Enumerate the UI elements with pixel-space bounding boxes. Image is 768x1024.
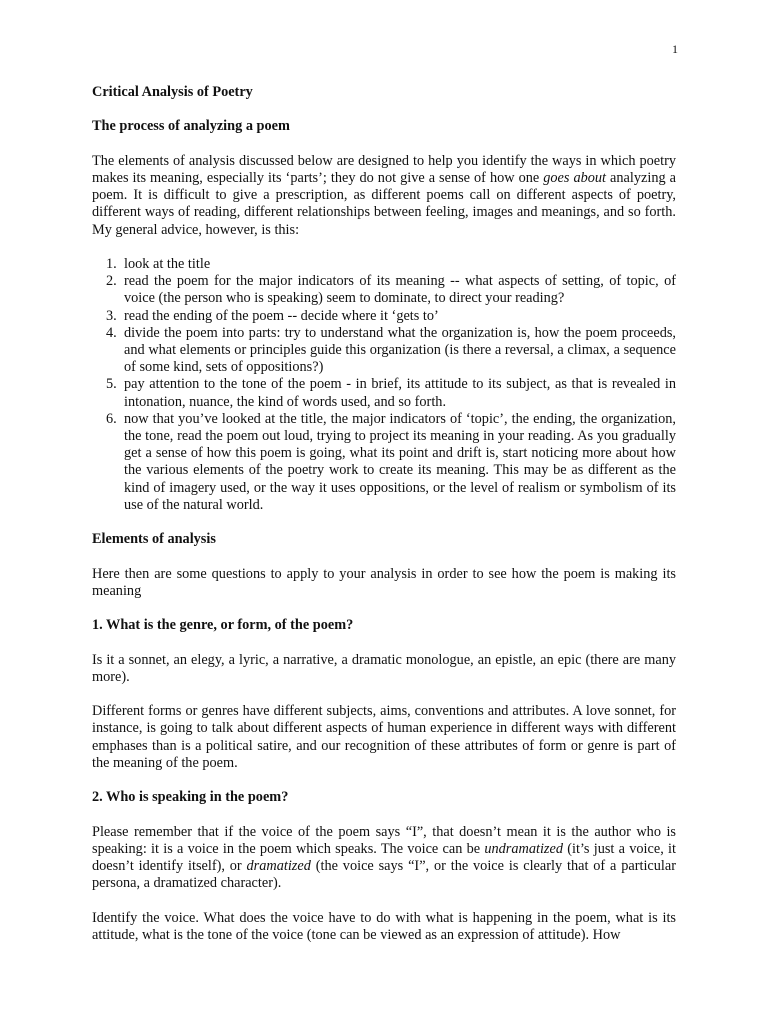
document-title: Critical Analysis of Poetry xyxy=(92,84,253,100)
list-item: 3. read the ending of the poem -- decide where it ‘gets to’ xyxy=(106,307,439,324)
elements-intro-paragraph: Here then are some questions to apply to your analysis in order to see how the poem is making its meaning xyxy=(92,565,676,599)
list-item: 1. look at the title xyxy=(106,255,211,272)
list-item: 4. divide the poem into parts: try to understand what the organization is, how the poem proceeds, and what elements or principles guide this organization (is there a reversal, a climax, a sequence of some kind, sets of oppositions?) xyxy=(106,324,676,376)
list-item: 2. read the poem for the major indicators of its meaning -- what aspects of setting, of topic, of voice (the person who is speaking) seem to dominate, to direct your reading? xyxy=(106,273,676,307)
page-number: 1 xyxy=(672,42,678,56)
genre-paragraph-1: Is it a sonnet, an elegy, a lyric, a narrative, a dramatic monologue, an epistle, an epic (there are many more). xyxy=(92,651,676,685)
speaker-paragraph-1: Please remember that if the voice of the poem says “I”, that doesn’t mean it is the author who is speaking: it is a voice in the poem which speaks. The voice can be undramatized (it’s just a voice, it doesn’t identify itself), or dramatized (the voice says “I”, or the voice is clearly that of a particular persona, a dramatized character). xyxy=(92,823,676,892)
section-heading-elements: Elements of analysis xyxy=(92,531,216,548)
question-heading-speaker: 2. Who is speaking in the poem? xyxy=(92,789,289,806)
document-body xyxy=(92,84,676,944)
question-heading-genre: 1. What is the genre, or form, of the poem? xyxy=(92,617,354,634)
intro-paragraph: The elements of analysis discussed below are designed to help you identify the ways in which poetry makes its meaning, especially its ‘parts’; they do not give a sense of how one goes about analyzing a poem. It is difficult to give a prescription, as different poems call on different aspects of poetry, different ways of reading, different relationships between feeling, images and meanings, and so forth. My general advice, however, is this: xyxy=(92,152,676,238)
list-item: 6. now that you’ve looked at the title, the major indicators of ‘topic’, the ending, the organization, the tone, read the poem out loud, trying to project its meaning in your reading. As you gradually get a sense of how this poem is going, what its point and drift is, start noticing more about how the various elements of the poetry work to create its meaning. This may be as different as the kind of imagery used, or the way it uses oppositions, or the level of realism or symbolism of its use of the natural world. xyxy=(106,410,676,513)
genre-paragraph-2: Different forms or genres have different subjects, aims, conventions and attributes. A love sonnet, for instance, is going to talk about different aspects of human experience in different ways with different emphases than is a political satire, and our recognition of these attributes of form or genre is part of the meaning of the poem. xyxy=(92,703,676,771)
speaker-paragraph-2: Identify the voice. What does the voice have to do with what is happening in the poem, what is its attitude, what is the tone of the voice (tone can be viewed as an expression of attitude). How xyxy=(92,909,676,943)
list-item: 5. pay attention to the tone of the poem - in brief, its attitude to its subject, as that is revealed in intonation, nuance, the kind of words used, and so forth. xyxy=(106,376,676,410)
analysis-steps-list xyxy=(92,256,676,514)
section-heading-process: The process of analyzing a poem xyxy=(92,118,290,135)
